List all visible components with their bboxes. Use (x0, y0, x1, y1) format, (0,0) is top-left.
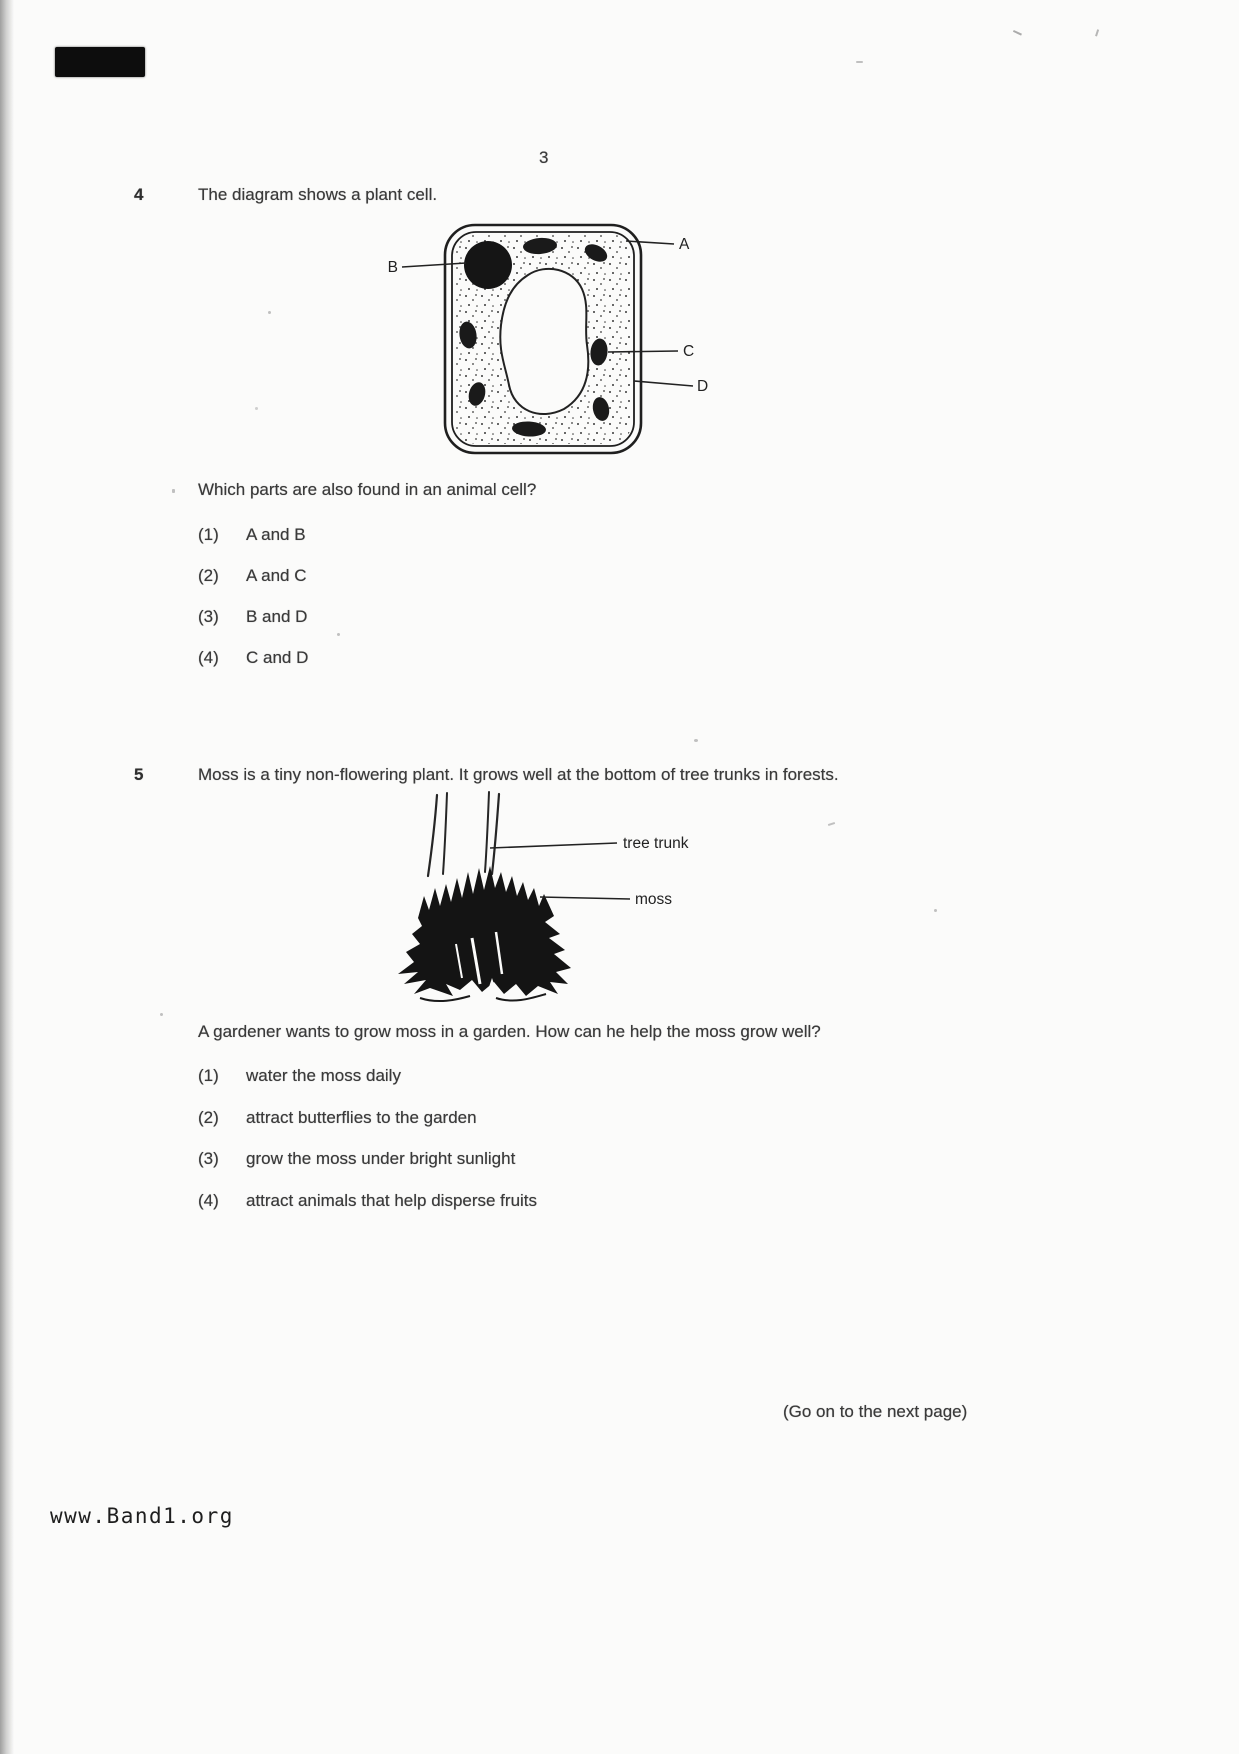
moss-mass (398, 866, 571, 996)
continue-note: (Go on to the next page) (783, 1402, 968, 1421)
scan-artifact (828, 822, 835, 826)
option-text: B and D (246, 607, 308, 626)
scan-artifact (160, 1013, 163, 1016)
scan-artifact (337, 633, 340, 636)
question4-number: 4 (134, 185, 144, 204)
option-number: (1) (198, 525, 219, 544)
question5-option-4 (198, 1190, 537, 1211)
option-text: water the moss daily (246, 1066, 401, 1085)
option-text: attract animals that help disperse fruits (246, 1191, 538, 1210)
option-number: (4) (198, 1191, 219, 1210)
scan-artifact (172, 489, 175, 493)
option-number: (2) (198, 566, 219, 585)
tree-trunk-lines (485, 792, 489, 872)
scan-artifact (268, 311, 271, 314)
diagram-label-c: C (683, 343, 695, 360)
question5-number: 5 (134, 765, 144, 784)
scan-edge-shadow (0, 0, 14, 1754)
diagram-label-moss: moss (635, 891, 673, 908)
option-number: (3) (198, 607, 219, 626)
root-stroke (420, 996, 470, 1001)
option-text: C and D (246, 648, 309, 667)
option-number: (2) (198, 1108, 219, 1127)
scan-artifact (1095, 29, 1103, 38)
question5-option-3 (198, 1148, 515, 1169)
diagram-label-b: B (387, 259, 398, 276)
question5-option-2 (198, 1107, 477, 1128)
tree-trunk-lines (428, 795, 437, 876)
diagram-label-tree-trunk: tree trunk (623, 835, 689, 852)
tree-trunk-lines (492, 794, 499, 874)
diagram-label-d: D (697, 378, 709, 395)
vacuole (500, 269, 588, 414)
option-number: (4) (198, 648, 219, 667)
question4-option-4 (198, 647, 308, 668)
question4-prompt: Which parts are also found in an animal cell? (198, 480, 537, 499)
option-text: A and C (246, 566, 307, 585)
label-line-d (634, 381, 693, 386)
tree-trunk-lines (443, 793, 447, 874)
option-text: attract butterflies to the garden (246, 1108, 477, 1127)
label-line-moss (540, 897, 630, 899)
option-text: A and B (246, 525, 306, 544)
option-number: (3) (198, 1149, 219, 1168)
option-text: grow the moss under bright sunlight (246, 1149, 516, 1168)
scan-artifact (1013, 25, 1024, 35)
scan-artifact (694, 739, 698, 742)
option-number: (1) (198, 1066, 219, 1085)
scan-artifact (934, 909, 937, 912)
redacted-label (55, 47, 145, 77)
diagram-label-a: A (679, 236, 690, 253)
label-line-a (626, 241, 674, 244)
question5-option-1 (198, 1065, 401, 1086)
label-line-c (608, 351, 678, 352)
question5-stem: Moss is a tiny non-flowering plant. It grows well at the bottom of tree trunks in forests. (198, 765, 839, 784)
tree-trunk-moss-diagram (368, 788, 713, 1018)
watermark: www.Band1.org (50, 1504, 234, 1528)
question4-stem: The diagram shows a plant cell. (198, 185, 438, 204)
question4-option-3 (198, 606, 307, 627)
page-number: 3 (539, 148, 549, 167)
question4-option-1 (198, 524, 306, 545)
scan-artifact (856, 61, 863, 63)
nucleus (464, 241, 512, 289)
root-stroke (496, 994, 546, 1001)
scan-artifact (255, 407, 258, 410)
question5-prompt: A gardener wants to grow moss in a garden. How can he help the moss grow well? (198, 1022, 821, 1041)
question4-option-2 (198, 565, 307, 586)
plant-cell-diagram (368, 213, 720, 465)
label-line-trunk (490, 843, 617, 848)
